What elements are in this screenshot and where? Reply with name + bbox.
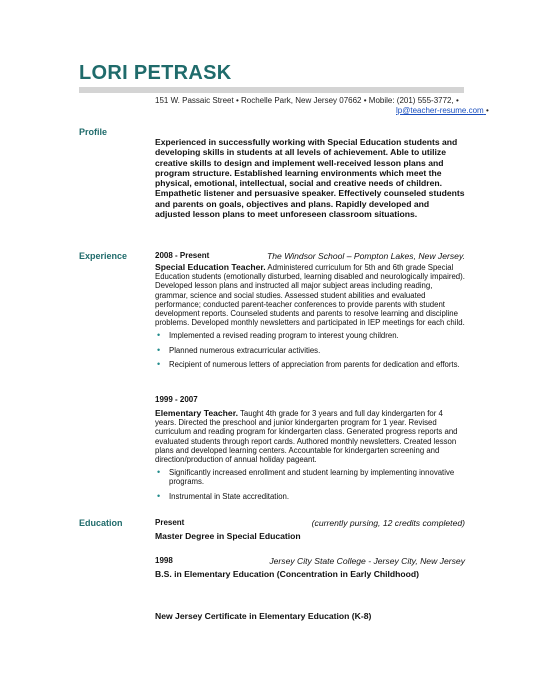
education-degree: Master Degree in Special Education	[155, 531, 301, 541]
education-dates: Present	[155, 518, 185, 527]
job-achievements	[155, 331, 465, 369]
job-achievements	[155, 468, 465, 501]
achievement-text: Significantly increased enrollment and student learning by implementing innovative programs.	[169, 468, 455, 487]
job-entry	[155, 251, 465, 374]
header-rule	[79, 87, 464, 93]
separator-dot: •	[455, 96, 459, 105]
job-title: Elementary Teacher.	[155, 408, 238, 418]
candidate-name: LORI PETRASK	[79, 62, 232, 84]
list-item	[155, 492, 465, 501]
separator-dot: •	[363, 96, 367, 105]
education-institution: Jersey City State College - Jersey City, New Jersey	[269, 556, 465, 566]
address: 151 W. Passaic Street	[155, 96, 234, 105]
list-item	[155, 468, 465, 486]
education-institution: (currently pursing, 12 credits completed)	[311, 518, 465, 528]
job-description-text: Administered curriculum for 5th and 6th grade Special Education students (emotionally disturbed, learning disabled and neurologically impaired). Developed lesson plans and instructed all major subject areas including reading, grammar, science and social studies. Assessed student abilities and evaluated performance; conducted parent-teacher conferences to provide parents with student development reports. Counseled students and parents to resolve learning and discipline problems. Developed monthly newsletters and participated in IEP meetings for each child.	[155, 263, 465, 328]
job-entry	[155, 395, 465, 506]
profile-summary: Experienced in successfully working with Special Education students and developing skills in students at all levels of achievement. Able to utilize creative skills to design and implement well-received lesson plans and program structure. Established learning environments which meet the physical, emotional, intellectual, social and creative needs of children. Empathetic listener and persuasive speaker. Effectively counseled students and parents on goals, objectives and plans. Rapidly developed and adjusted lesson plans to meet unforeseen classroom situations.	[155, 137, 465, 220]
separator-dot: •	[235, 96, 239, 105]
contact-line	[155, 96, 459, 105]
job-dates: 2008 - Present	[155, 251, 210, 260]
education-entry	[155, 608, 465, 621]
bullet-icon: •	[157, 490, 161, 501]
job-description	[155, 409, 465, 464]
education-entry	[155, 518, 465, 541]
job-header	[155, 395, 465, 404]
city: Rochelle Park, New Jersey 07662	[240, 96, 362, 105]
email-link[interactable]: lp@teacher-resume.com	[396, 106, 484, 115]
achievement-text: Implemented a revised reading program to interest young children.	[169, 331, 399, 341]
education-header	[155, 518, 465, 528]
section-heading-experience: Experience	[79, 251, 128, 261]
bullet-icon: •	[157, 358, 161, 369]
job-employer: The Windsor School – Pompton Lakes, New Jersey.	[267, 251, 465, 261]
education-header	[155, 556, 465, 566]
separator-dot: •	[485, 106, 489, 115]
bullet-icon: •	[157, 344, 161, 355]
education-entry	[155, 556, 465, 579]
achievement-text: Planned numerous extracurricular activities.	[169, 345, 321, 355]
certification: New Jersey Certificate in Elementary Education (K-8)	[155, 611, 372, 621]
mobile: Mobile: (201) 555-3772,	[368, 96, 454, 105]
list-item	[155, 360, 465, 369]
bullet-icon: •	[157, 330, 161, 341]
job-header	[155, 251, 465, 261]
achievement-text: Recipient of numerous letters of appreciation from parents for dedication and efforts.	[169, 359, 460, 369]
education-degree: B.S. in Elementary Education (Concentration in Early Childhood)	[155, 569, 420, 579]
email-line	[396, 106, 489, 115]
job-description	[155, 263, 465, 327]
job-description-text: Taught 4th grade for 3 years and full day kindergarten for 4 years. Directed the preschool and junior kindergarten program for 1 year. Revised curriculum and reading program for kindergarten class. Generated progress reports and evaluated students through report cards. Authored monthly newsletters. Created lesson plans and developed learning centers. Accountable for kindergarten screening and direction/production of annual holiday pageant.	[155, 409, 458, 465]
achievement-text: Instrumental in State accreditation.	[169, 491, 290, 501]
job-title: Special Education Teacher.	[155, 262, 266, 272]
list-item	[155, 331, 465, 340]
section-heading-profile: Profile	[79, 127, 108, 137]
job-dates: 1999 - 2007	[155, 395, 198, 404]
education-dates: 1998	[155, 556, 173, 565]
bullet-icon: •	[157, 467, 161, 478]
list-item	[155, 346, 465, 355]
section-heading-education: Education	[79, 518, 123, 528]
